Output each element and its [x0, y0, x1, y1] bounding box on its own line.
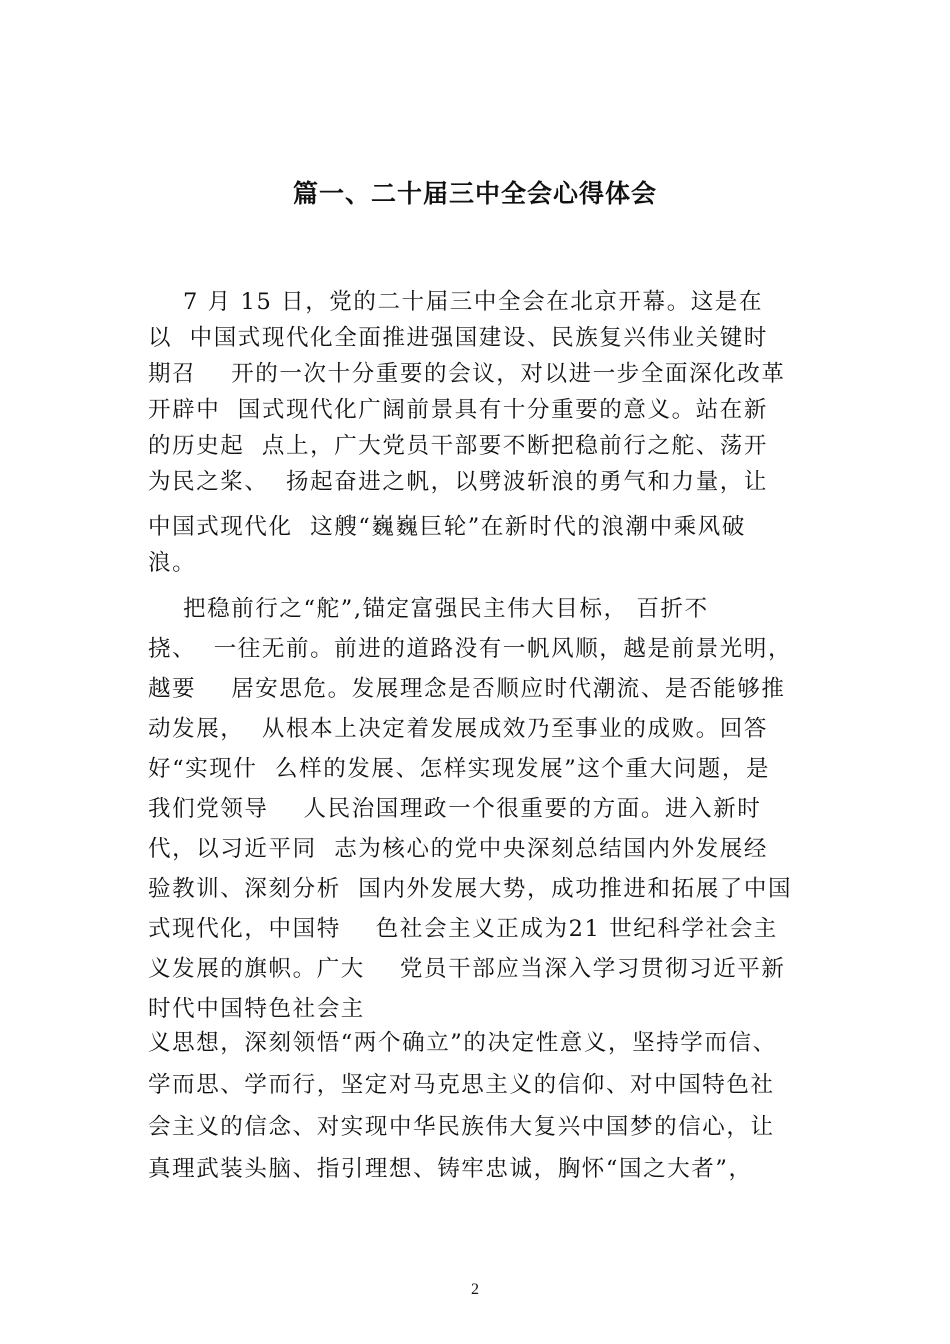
- body-line: 时代中国特色社会主: [148, 996, 365, 1022]
- body-line: 浪。: [148, 550, 197, 576]
- body-line: 会主义的信念、对实现中华民族伟大复兴中国梦的信心，让: [148, 1114, 775, 1140]
- body-line: 开辟中 国式现代化广阔前景具有十分重要的意义。站在新: [148, 397, 769, 423]
- body-line: 义发展的旗帜。广大 党员干部应当深入学习贯彻习近平新: [148, 956, 786, 982]
- body-line: 义思想，深刻领悟“两个确立”的决定性意义，坚持学而信、: [148, 1030, 777, 1056]
- body-line: 为民之桨、 扬起奋进之帆，以劈波斩浪的勇气和力量，让: [148, 469, 769, 495]
- body-line: 挠、 一往无前。前进的道路没有一帆风顺，越是前景光明，: [148, 636, 793, 662]
- body-line: 验教训、深刻分析 国内外发展大势，成功推进和拓展了中国: [148, 876, 793, 902]
- body-line: 把稳前行之“舵”,锚定富强民主伟大目标， 百折不: [148, 596, 709, 622]
- body-line: 式现代化，中国特 色社会主义正成为21 世纪科学社会主: [148, 916, 778, 942]
- body-line: 代，以习近平同 志为核心的党中央深刻总结国内外发展经: [148, 836, 769, 862]
- body-line: 以 中国式现代化全面推进强国建设、民族复兴伟业关键时: [148, 325, 769, 351]
- body-line: 7 月 15 日，党的二十届三中全会在北京开幕。这是在: [148, 289, 764, 315]
- body-line: 我们党领导 人民治国理政一个很重要的方面。进入新时: [148, 796, 762, 822]
- body-line: 期召 开的一次十分重要的会议，对以进一步全面深化改革: [148, 361, 786, 387]
- body-line: 中国式现代化 这艘“巍巍巨轮”在新时代的浪潮中乘风破: [148, 514, 747, 540]
- body-line: 真理武装头脑、指引理想、铸牢忠诚，胸怀“国之大者”，: [148, 1156, 753, 1182]
- page-number: 2: [471, 1281, 479, 1298]
- body-line: 好“实现什 么样的发展、怎样实现发展”这个重大问题，是: [148, 756, 771, 782]
- body-line: 学而思、学而行，坚定对马克思主义的信仰、对中国特色社: [148, 1072, 775, 1098]
- body-line: 越要 居安思危。发展理念是否顺应时代潮流、是否能够推: [148, 676, 786, 702]
- document-title: 篇一、二十届三中全会心得体会: [292, 179, 657, 208]
- body-line: 动发展， 从根本上决定着发展成效乃至事业的成败。回答: [148, 716, 769, 742]
- body-line: 的历史起 点上，广大党员干部要不断把稳前行之舵、荡开: [148, 433, 769, 459]
